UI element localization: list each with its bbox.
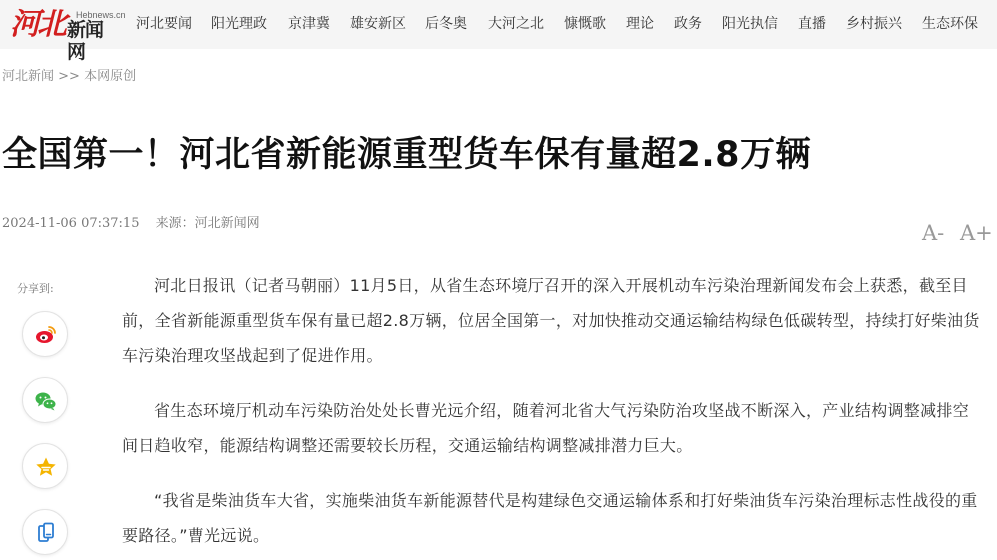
logo-text: 新闻网 xyxy=(67,19,104,63)
article-body xyxy=(122,268,980,560)
share-label: 分享到: xyxy=(17,282,54,295)
nav-item-xiongan[interactable]: 雄安新区 xyxy=(350,16,406,32)
nav-item-rural-revitalization[interactable]: 乡村振兴 xyxy=(846,16,902,32)
share-weibo-button[interactable] xyxy=(22,311,68,357)
weibo-icon xyxy=(34,323,58,347)
nav-item-kangkaige[interactable]: 慷慨歌 xyxy=(564,16,606,32)
nav-item-ecology[interactable]: 生态环保 xyxy=(922,16,978,32)
nav-item-jingjinji[interactable]: 京津冀 xyxy=(288,16,330,32)
font-increase-button[interactable]: A+ xyxy=(960,221,993,245)
breadcrumb-separator: >> xyxy=(54,69,85,84)
nav-item-theory[interactable]: 理论 xyxy=(626,16,654,32)
nav-item-sunshine-enforcement[interactable]: 阳光执信 xyxy=(722,16,778,32)
nav-item-sunshine-politics[interactable]: 阳光理政 xyxy=(211,16,267,32)
article-paragraph: 河北日报讯（记者马朝丽）11月5日，从省生态环境厅召开的深入开展机动车污染治理新闻发布会上获悉，截至目前，全省新能源重型货车保有量已超2.8万辆，位居全国第一，对加快推动交通运输结构绿色低碳转型，持续打好柴油货车污染治理攻坚战起到了促进作用。 xyxy=(122,276,980,365)
favorite-icon xyxy=(34,455,58,479)
font-decrease-button[interactable]: A- xyxy=(922,221,945,245)
nav-item-government[interactable]: 政务 xyxy=(674,16,702,32)
breadcrumb-section-link[interactable]: 本网原创 xyxy=(84,69,137,84)
mobile-icon xyxy=(34,521,58,545)
nav-item-hebei-news[interactable]: 河北要闻 xyxy=(136,16,192,32)
logo-domain: Hebnews.cn xyxy=(76,10,126,20)
article-source: 来源：河北新闻网 xyxy=(155,216,260,231)
nav-item-post-olympics[interactable]: 后冬奥 xyxy=(425,16,467,32)
article-paragraph: “我省是柴油货车大省，实施柴油货车新能源替代是构建绿色交通运输体系和打好柴油货车污染治理标志性战役的重要路径。”曹光远说。 xyxy=(122,491,978,545)
top-nav-bar xyxy=(0,0,997,63)
nav-item-live[interactable]: 直播 xyxy=(798,16,826,32)
breadcrumb xyxy=(2,68,136,86)
article-paragraph: 省生态环境厅机动车污染防治处处长曹光远介绍，随着河北省大气污染防治攻坚战不断深入，产业结构调整减排空间日趋收窄，能源结构调整还需要较长历程，交通运输结构调整减排潜力巨大。 xyxy=(122,401,970,455)
site-logo[interactable] xyxy=(10,4,126,63)
share-favorite-button[interactable] xyxy=(22,443,68,489)
article-datetime: 2024-11-06 07:37:15 xyxy=(2,216,140,231)
nav-item-dahe-zhibei[interactable]: 大河之北 xyxy=(488,16,544,32)
article-meta xyxy=(2,215,272,233)
share-mobile-button[interactable] xyxy=(22,509,68,555)
wechat-icon xyxy=(34,389,58,413)
logo-mark: 河北 xyxy=(10,7,64,42)
article-title: 全国第一！河北省新能源重型货车保有量超2.8万辆 xyxy=(2,135,812,175)
share-wechat-button[interactable] xyxy=(22,377,68,423)
breadcrumb-home-link[interactable]: 河北新闻 xyxy=(2,69,55,84)
